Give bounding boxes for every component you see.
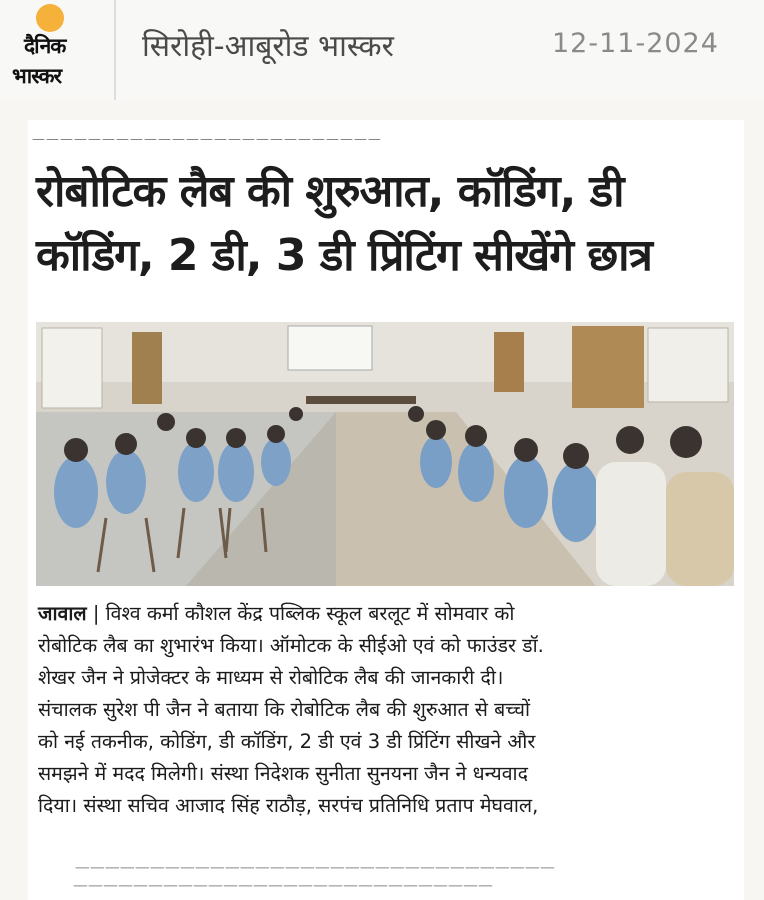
body-line: जावाल | विश्व कर्मा कौशल केंद्र पब्लिक स्कूल बरलूट में सोमवार को [38, 602, 515, 625]
body-line-text: विश्व कर्मा कौशल केंद्र पब्लिक स्कूल बरलूट में सोमवार को [105, 602, 515, 625]
headline-line-2: कॉडिंग, 2 डी, 3 डी प्रिंटिंग सीखेंगे छात्र [36, 230, 652, 281]
body-line: रोबोटिक लैब का शुभारंभ किया। ऑमोटक के सीईओ एवं को फाउंडर डॉ. [38, 634, 544, 657]
article-headline [36, 160, 736, 288]
edition-name: सिरोही-आबूरोड भास्कर [142, 29, 394, 64]
masthead-divider [114, 0, 116, 100]
body-line: को नई तकनीक, कोडिंग, डी कॉडिंग, 2 डी एवं 3 डी प्रिंटिंग सीखने और [38, 730, 536, 753]
body-line: शेखर जैन ने प्रोजेक्टर के माध्यम से रोबोटिक लैब की जानकारी दी। [38, 666, 504, 689]
logo-line-1: दैनिक [24, 34, 66, 58]
body-line: समझने में मदद मिलेगी। संस्था निदेशक सुनीता सुनयना जैन ने धन्यवाद [38, 762, 528, 785]
body-line: दिया। संस्था सचिव आजाद सिंह राठौड़, सरपंच प्रतिनिधि प्रताप मेघवाल, [38, 794, 539, 817]
body-line: संचालक सुरेश पी जैन ने बताया कि रोबोटिक लैब की शुरुआत से बच्चों [38, 698, 531, 721]
newspaper-logo [8, 4, 108, 96]
dateline: जावाल [38, 602, 87, 625]
event-photo [36, 322, 734, 586]
sun-dot-icon [36, 4, 64, 32]
publication-date: 12-11-2024 [552, 28, 719, 59]
classroom-photo-illustration [36, 322, 734, 586]
headline-line-1: रोबोटिक लैब की शुरुआत, कॉडिंग, डी [36, 166, 624, 217]
cut-off-text-bottom: ———————————————————————————————— ———————————————————————————— [72, 858, 556, 894]
article-body [38, 598, 738, 822]
masthead [0, 0, 764, 100]
cut-off-text-top: ————————————————————————— [32, 132, 382, 147]
logo-line-2: भास्कर [12, 64, 62, 88]
